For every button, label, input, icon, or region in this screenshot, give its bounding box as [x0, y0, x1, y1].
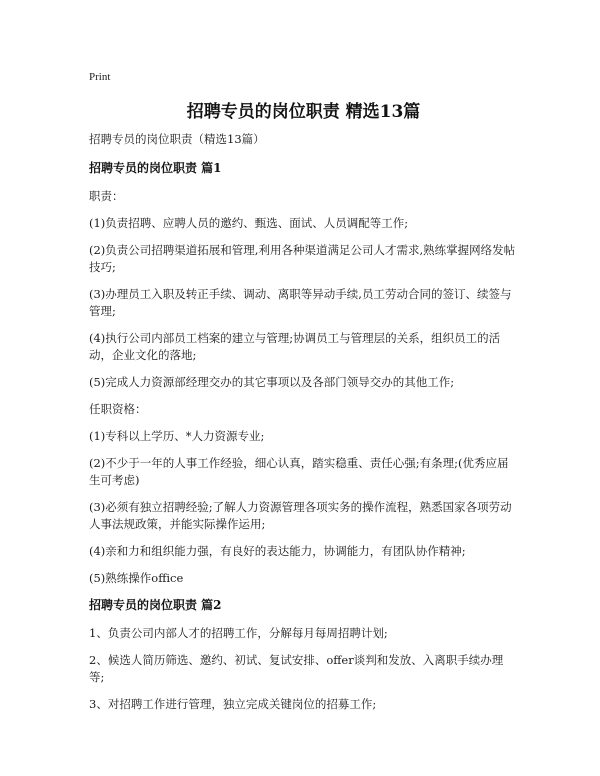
section-heading: 招聘专员的岗位职责 篇2	[89, 598, 222, 612]
paragraph: (2)不少于一年的人事工作经验，细心认真，踏实稳重、责任心强;有条理;(优秀应届生可考虑)	[89, 456, 509, 487]
section-heading: 招聘专员的岗位职责 篇1	[89, 161, 222, 175]
section-2	[89, 597, 518, 713]
paragraph: (1)负责招聘、应聘人员的邀约、甄选、面试、人员调配等工作;	[89, 216, 409, 230]
paragraph: 3、对招聘工作进行管理，独立完成关键岗位的招募工作;	[89, 697, 377, 711]
paragraph: (3)必须有独立招聘经验;了解人力资源管理各项实务的操作流程，熟悉国家各项劳动人事法规政策，并能实际操作运用;	[89, 500, 512, 531]
section-1	[89, 160, 518, 587]
document-subtitle: 招聘专员的岗位职责（精选13篇）	[89, 132, 265, 146]
paragraph: (3)办理员工入职及转正手续、调动、离职等异动手续,员工劳动合同的签订、续签与管理;	[89, 287, 512, 318]
paragraph: (4)亲和力和组织能力强，有良好的表达能力，协调能力，有团队协作精神;	[89, 544, 466, 558]
paragraph: 任职资格：	[89, 402, 147, 416]
paragraph: (4)执行公司内部员工档案的建立与管理;协调员工与管理层的关系，组织员工的活动，企业文化的落地;	[89, 331, 501, 362]
paragraph: (5)熟练操作office	[89, 571, 184, 585]
paragraph: (2)负责公司招聘渠道拓展和管理,利用各种渠道满足公司人才需求,熟练掌握网络发帖技巧;	[89, 243, 516, 274]
paragraph: 1、负责公司内部人才的招聘工作，分解每月每周招聘计划;	[89, 626, 388, 640]
paragraph: (5)完成人力资源部经理交办的其它事项以及各部门领导交办的其他工作;	[89, 375, 455, 389]
page-title: 招聘专员的岗位职责 精选13篇	[186, 102, 421, 122]
paragraph: 职责：	[89, 189, 124, 203]
print-link[interactable]: Print	[89, 71, 111, 83]
paragraph: 2、候选人简历筛选、邀约、初试、复试安排、offer谈判和发放、入离职手续办理等;	[89, 653, 504, 684]
paragraph: (1)专科以上学历、*人力资源专业;	[89, 429, 265, 443]
